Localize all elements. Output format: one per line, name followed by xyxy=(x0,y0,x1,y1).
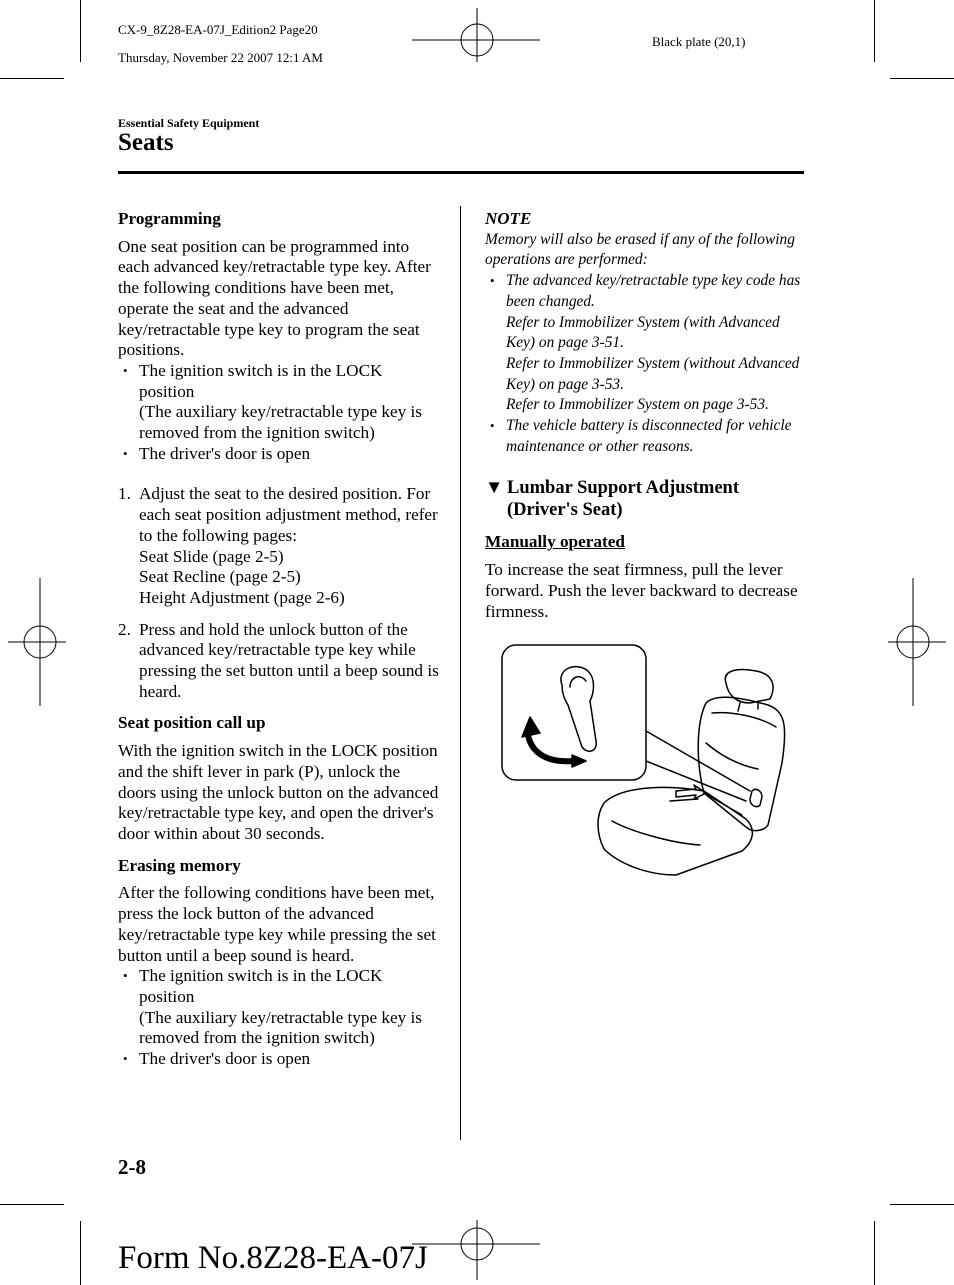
title-rule xyxy=(118,171,804,174)
step-text: Press and hold the unlock button of the advanced key/retractable type key while pressing the set button until a beep sound is heard. xyxy=(139,619,439,701)
manually-operated-heading: Manually operated xyxy=(485,532,625,552)
condition-text: • The ignition switch is in the LOCK position xyxy=(139,966,383,1006)
note-list xyxy=(485,271,807,457)
step-ref: Height Adjustment (page 2-6) xyxy=(139,587,345,607)
right-column xyxy=(485,209,807,622)
triangle-marker-icon: ▼ xyxy=(485,478,504,499)
plate-label: Black plate (20,1) xyxy=(652,34,746,49)
step-number: 2. xyxy=(118,619,131,639)
step-ref: Seat Recline (page 2-5) xyxy=(139,567,301,587)
callup-text: With the ignition switch in the LOCK position and the shift lever in park (P), unlock the doors using the unlock button on the advanced key/retractable type key, and open the driver's door within about 30 seconds. xyxy=(118,741,439,843)
step-item xyxy=(118,484,440,608)
print-header xyxy=(118,9,323,79)
lumbar-heading xyxy=(485,477,807,521)
callup-heading: Seat position call up xyxy=(118,713,266,733)
note-ref: Refer to Immobilizer System on page 3-53. xyxy=(506,396,769,414)
note-heading: NOTE xyxy=(485,209,532,228)
erasing-heading: Erasing memory xyxy=(118,855,241,875)
condition-text: • The ignition switch is in the LOCK position xyxy=(139,360,383,401)
step-ref: Seat Slide (page 2-5) xyxy=(139,546,284,566)
column-divider xyxy=(460,206,461,1140)
step-item xyxy=(118,620,440,703)
condition-text: • The driver's door is open xyxy=(139,443,311,463)
step-text: Adjust the seat to the desired position. For each seat position adjustment method, refer to the following pages: xyxy=(139,484,438,545)
list-item xyxy=(485,271,807,416)
condition-text: • The driver's door is open xyxy=(139,1049,311,1069)
left-column xyxy=(118,209,440,1070)
list-item xyxy=(118,966,440,1049)
seat-lever-illustration xyxy=(500,643,790,878)
lumbar-text: To increase the seat firmness, pull the lever forward. Push the lever backward to decrease firmness. xyxy=(485,560,798,621)
step-number: 1. xyxy=(118,484,131,504)
programming-heading: Programming xyxy=(118,209,221,228)
condition-note: (The auxiliary key/retractable type key is removed from the ignition switch) xyxy=(139,402,422,443)
note-bullet-text: • The advanced key/retractable type key code has been changed. xyxy=(506,272,801,310)
note-ref: Refer to Immobilizer System (with Advanced Key) on page 3-51. xyxy=(506,313,780,352)
list-item xyxy=(118,444,440,465)
print-header-line2: Thursday, November 22 2007 12:1 AM xyxy=(118,50,323,65)
note-bullet-text: • The vehicle battery is disconnected for vehicle maintenance or other reasons. xyxy=(506,417,792,455)
list-item xyxy=(118,361,440,444)
print-header-line1: CX-9_8Z28-EA-07J_Edition2 Page20 xyxy=(118,22,318,37)
erasing-conditions xyxy=(118,966,440,1070)
list-item xyxy=(118,1049,440,1070)
condition-note: (The auxiliary key/retractable type key is removed from the ignition switch) xyxy=(139,1007,422,1048)
programming-intro: One seat position can be programmed into each advanced key/retractable type key. After the following conditions have been met, operate the seat and the advanced key/retractable type key to program the seat positions. xyxy=(118,236,431,360)
list-item xyxy=(485,416,807,457)
lumbar-heading-text: Lumbar Support Adjustment (Driver's Seat) xyxy=(507,478,739,521)
programming-steps xyxy=(118,484,440,702)
section-label: Essential Safety Equipment xyxy=(118,116,260,130)
programming-conditions xyxy=(118,361,440,465)
note-ref: Refer to Immobilizer System (without Advanced Key) on page 3-53. xyxy=(506,354,800,393)
erasing-text: After the following conditions have been met, press the lock button of the advanced key/retractable type key while pressing the set button until a beep sound is heard. xyxy=(118,883,436,965)
note-intro: Memory will also be erased if any of the following operations are performed: xyxy=(485,230,795,269)
page-number: 2-8 xyxy=(118,1155,146,1179)
page-title: Seats xyxy=(118,129,174,156)
form-number-footer: Form No.8Z28-EA-07J xyxy=(118,1240,428,1276)
note-box xyxy=(485,209,807,457)
